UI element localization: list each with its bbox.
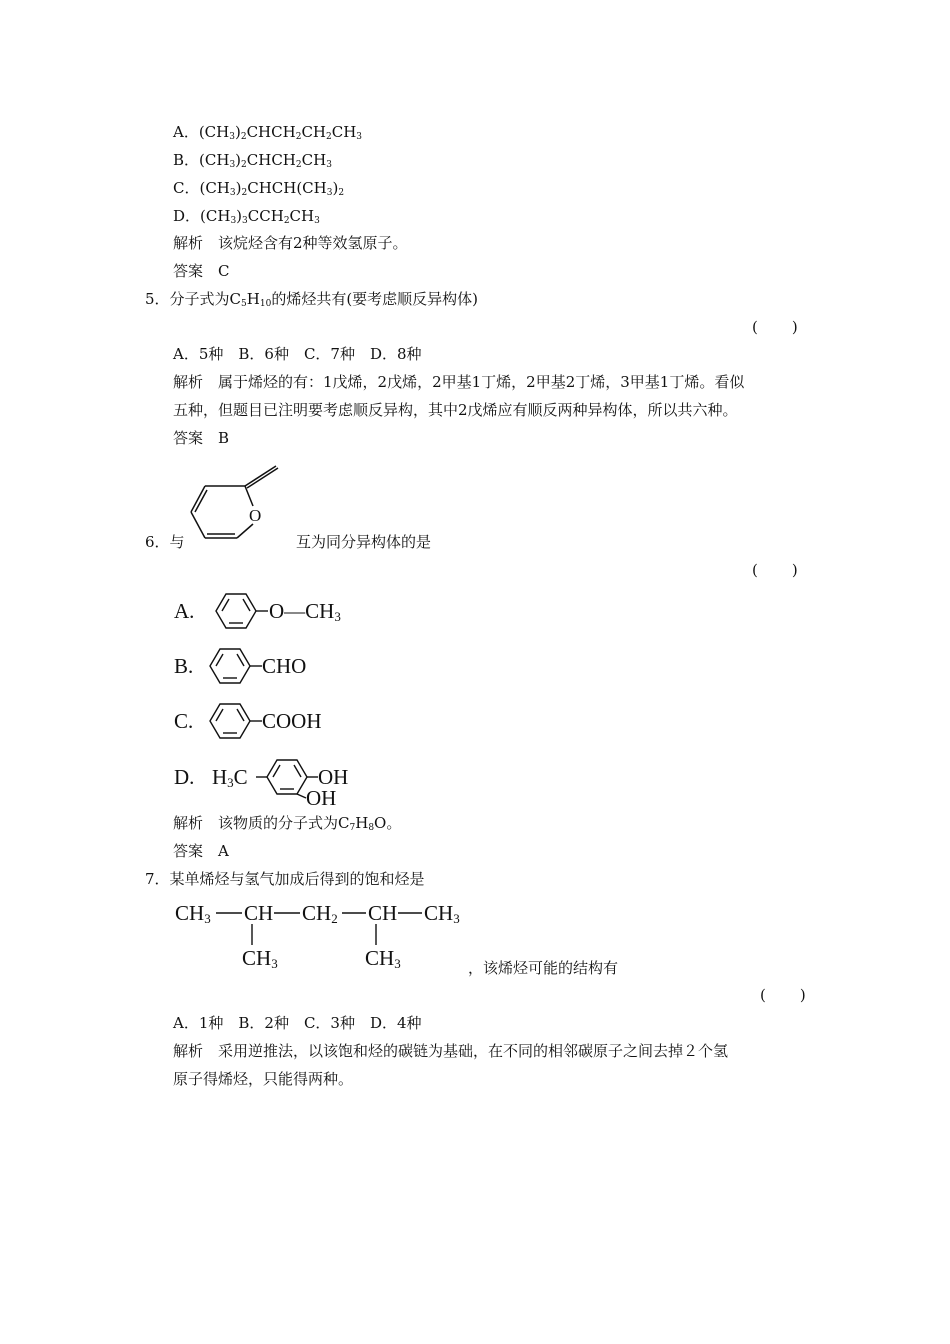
q6-option-c-label: C. bbox=[174, 709, 194, 733]
q6-option-b-group: CHO bbox=[262, 654, 307, 678]
q7-stem: 7．某单烯烃与氢气加成后得到的饱和烃是 bbox=[145, 870, 425, 888]
q6-option-a-label: A. bbox=[174, 599, 195, 623]
q6-option-d-label: D. bbox=[174, 765, 195, 789]
q6-option-c-group: COOH bbox=[262, 709, 322, 733]
q6-option-d-methyl: H3C bbox=[212, 765, 248, 790]
q7-saturated-hydrocarbon-structure bbox=[172, 895, 472, 975]
benzene-ring-icon bbox=[210, 649, 262, 683]
ring-oxygen-label: O bbox=[249, 506, 262, 525]
q5-analysis-line1: 解析 属于烯烃的有：1戊烯，2戊烯，2甲基1丁烯，2甲基2丁烯，3甲基1丁烯。看似 bbox=[173, 373, 745, 391]
chain-ch3-right: CH3 bbox=[424, 901, 460, 926]
pyran-structure bbox=[185, 460, 285, 546]
q6-option-c bbox=[170, 696, 380, 746]
branch-ch3-1: CH3 bbox=[242, 946, 278, 971]
q6-analysis: 解析 该物质的分子式为$C_7H_8O$。 bbox=[173, 814, 402, 833]
q6-stem-prefix: 6．与 bbox=[145, 533, 185, 551]
q4-option-c: C．$(CH_3)_2CHCH(CH_3)_2$ bbox=[173, 179, 345, 198]
q5-options: A．5种 B．6种 C．7种 D．8种 bbox=[173, 345, 422, 363]
q4-option-b: B．$(CH_3)_2CHCH_2CH_3$ bbox=[173, 151, 332, 170]
q5-answer-blank: ( ) bbox=[752, 318, 798, 336]
q6-option-d-hydroxyl-2: OH bbox=[306, 786, 337, 810]
q6-answer: 答案 A bbox=[173, 842, 229, 860]
q5-stem: 5．分子式为$C_5H_{10}$的烯烃共有(要考虑顺反异构体) bbox=[145, 290, 479, 309]
benzene-ring-icon bbox=[216, 594, 268, 628]
q7-options: A．1种 B．2种 C．3种 D．4种 bbox=[173, 1014, 422, 1032]
q5-analysis-line2: 五种，但题目已注明要考虑顺反异构，其中2戊烯应有顺反两种异构体，所以共六种。 bbox=[173, 401, 738, 419]
benzene-ring-icon bbox=[210, 704, 262, 738]
q4-answer: 答案 C bbox=[173, 262, 230, 280]
chain-ch3-left: CH3 bbox=[175, 901, 211, 926]
q6-option-a-group: O—CH3 bbox=[269, 599, 341, 624]
q6-answer-blank: ( ) bbox=[752, 561, 798, 579]
q6-stem-suffix: 互为同分异构体的是 bbox=[296, 533, 432, 551]
q7-stem-suffix: ，该烯烃可能的结构有 bbox=[468, 959, 619, 977]
q4-option-a: A．$(CH_3)_2CHCH_2CH_2CH_3$ bbox=[173, 123, 363, 142]
q7-answer-blank: ( ) bbox=[760, 986, 806, 1004]
chain-ch2: CH2 bbox=[302, 901, 338, 926]
q6-option-d-hydroxyl-1: OH bbox=[318, 765, 349, 789]
q4-option-d: D．$(CH_3)_3CCH_2CH_3$ bbox=[173, 207, 320, 226]
q5-answer: 答案 B bbox=[173, 429, 230, 447]
q6-option-d bbox=[170, 752, 390, 812]
chain-ch-1: CH bbox=[244, 901, 274, 925]
branch-ch3-2: CH3 bbox=[365, 946, 401, 971]
q6-option-b bbox=[170, 641, 380, 691]
chain-ch-2: CH bbox=[368, 901, 398, 925]
q4-analysis: 解析 该烷烃含有2种等效氢原子。 bbox=[173, 234, 408, 252]
q6-option-a bbox=[170, 586, 380, 636]
q6-option-b-label: B. bbox=[174, 654, 194, 678]
q7-analysis-line2: 原子得烯烃，只能得两种。 bbox=[173, 1070, 354, 1088]
q7-analysis-line1: 解析 采用逆推法，以该饱和烃的碳链为基础，在不同的相邻碳原子之间去掉２个氢 bbox=[173, 1042, 729, 1060]
